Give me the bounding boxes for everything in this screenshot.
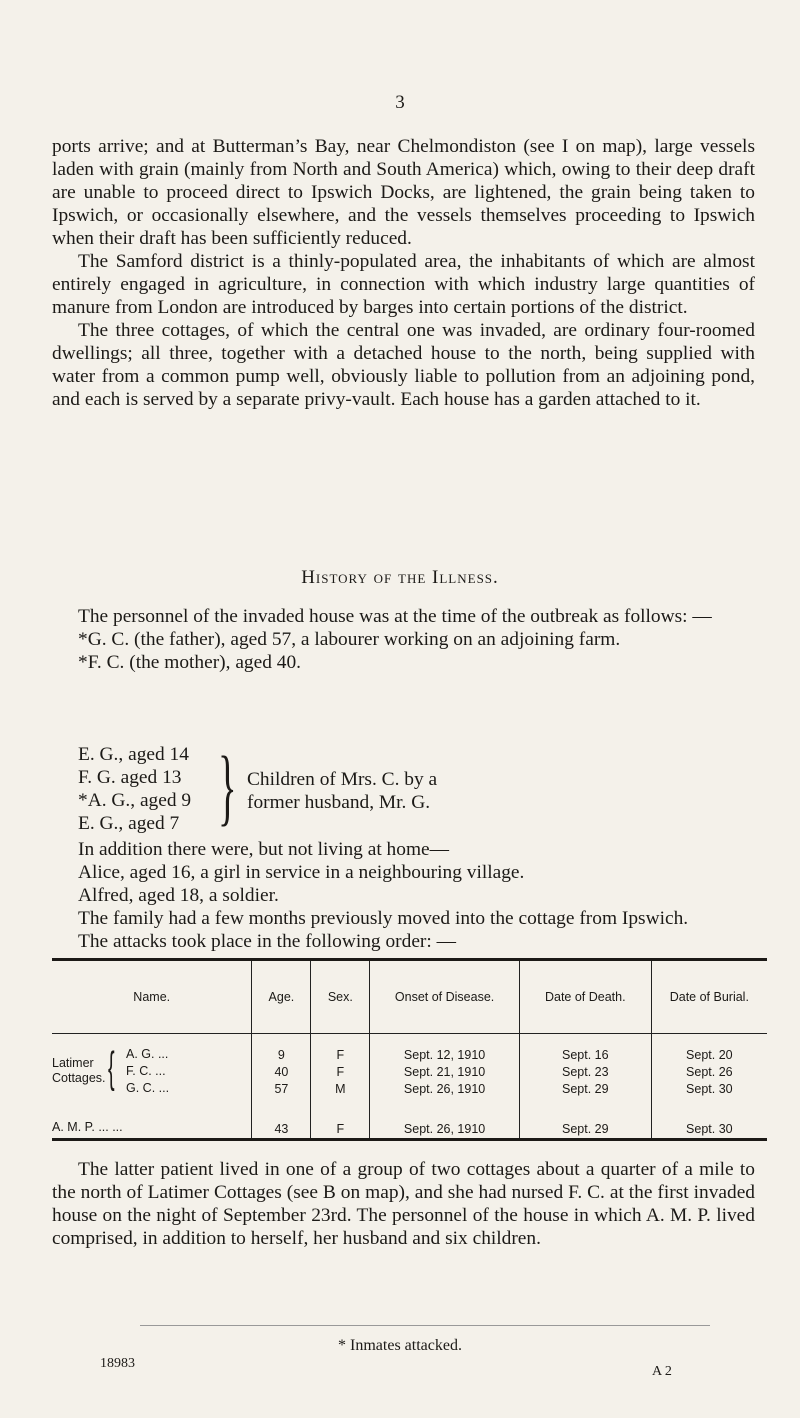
header-onset: Onset of Disease. — [370, 961, 520, 1034]
age-cell — [252, 1034, 311, 1140]
addition-section — [52, 838, 755, 953]
name-list — [126, 1046, 169, 1097]
print-code: 18983 — [100, 1356, 135, 1371]
sex-value: F — [336, 1065, 345, 1079]
onset-value: Sept. 21, 1910 — [403, 1065, 486, 1079]
death-value: Sept. 23 — [561, 1065, 609, 1079]
children-list — [78, 743, 191, 835]
burial-value: Sept. 26 — [686, 1065, 733, 1079]
death-value: Sept. 29 — [561, 1082, 609, 1096]
age-value: 43 — [274, 1122, 289, 1136]
addition-alice: Alice, aged 16, a girl in service in a neighbouring village. — [78, 862, 525, 883]
onset-value: Sept. 12, 1910 — [403, 1048, 486, 1062]
person-mother: *F. C. (the mother), aged 40. — [78, 652, 302, 673]
death-cell — [519, 1034, 651, 1140]
signature-mark: A 2 — [652, 1364, 672, 1379]
onset-cell — [370, 1034, 520, 1140]
footnote-divider — [140, 1325, 710, 1326]
sex-cell — [311, 1034, 370, 1140]
latimer-label-line-2: Cottages. — [52, 1071, 106, 1085]
child-1: E. G., aged 14 — [78, 744, 189, 765]
burial-value: Sept. 30 — [686, 1082, 733, 1096]
sex-value: M — [335, 1082, 346, 1096]
section-heading: History of the Illness. — [301, 567, 499, 588]
name-amp: A. M. P. ... ... — [52, 1120, 123, 1134]
person-father: *G. C. (the father), aged 57, a labourer working on an adjoining farm. — [78, 629, 621, 650]
family-moved: The family had a few months previously moved into the cottage from Ipswich. — [78, 908, 689, 929]
age-value: 40 — [274, 1065, 289, 1079]
table-header-row — [52, 961, 767, 1034]
name-brace: { — [108, 1043, 115, 1092]
attacks-table — [52, 961, 767, 1140]
burial-value: Sept. 20 — [686, 1048, 733, 1062]
personnel-section — [52, 605, 755, 674]
sex-value: F — [336, 1122, 345, 1136]
latimer-label — [52, 1056, 106, 1086]
closing-paragraph: The latter patient lived in one of a group of two cottages about a quarter of a mile to the north of Latimer Cottages (see B on map), and she had nursed F. C. at the first invaded house on the night of September 23rd. The personnel of the house in which A. M. P. lived comprised, in addition to herself, her husband and six children. — [52, 1159, 755, 1249]
onset-value: Sept. 26, 1910 — [403, 1122, 486, 1136]
burial-value: Sept. 30 — [686, 1122, 733, 1136]
latimer-label-line-1: Latimer — [52, 1056, 94, 1070]
age-value: 9 — [277, 1048, 285, 1062]
children-note-line-1: Children of Mrs. C. by a — [247, 769, 438, 790]
intro-paragraph — [52, 135, 755, 411]
age-value: 57 — [274, 1082, 289, 1096]
children-note-line-2: former husband, Mr. G. — [247, 792, 431, 813]
death-value: Sept. 16 — [561, 1048, 609, 1062]
child-3: *A. G., aged 9 — [78, 790, 192, 811]
addition-intro: In addition there were, but not living at home— — [78, 839, 450, 860]
personnel-intro: The personnel of the invaded house was at the time of the outbreak as follows: — — [78, 606, 712, 627]
header-death: Date of Death. — [519, 961, 651, 1034]
burial-cell — [651, 1034, 767, 1140]
child-2: F. G. aged 13 — [78, 767, 182, 788]
header-name: Name. — [52, 961, 252, 1034]
attacks-intro: The attacks took place in the following order: — — [78, 931, 457, 952]
child-4: E. G., aged 7 — [78, 813, 180, 834]
table-bottom-rule — [52, 1138, 767, 1141]
paragraph-samford: The Samford district is a thinly-populated area, the inhabitants of which are almost entirely engaged in agriculture, in connection with which industry large quantities of manure from London are introduced by barges into certain portions of the district. — [52, 251, 755, 318]
header-age: Age. — [252, 961, 311, 1034]
death-value: Sept. 29 — [561, 1122, 609, 1136]
footnote: * Inmates attacked. — [338, 1337, 462, 1354]
name-gc: G. C. ... — [126, 1081, 170, 1095]
paragraph-ports: ports arrive; and at Butterman’s Bay, near Chelmondiston (see I on map), large vessels laden with grain (mainly from North and South America) which, owing to their deep draft are unable to proceed direct to Ipswich Docks, are lightened, the grain being taken to Ipswich, or occasionally elsewhere, and the vessels themselves proceeding to Ipswich when their draft has been sufficiently reduced. — [52, 136, 755, 249]
header-sex: Sex. — [311, 961, 370, 1034]
paragraph-cottages: The three cottages, of which the central one was invaded, are ordinary four-roomed dwellings; all three, together with a detached house to the north, being supplied with water from a common pump well, obviously liable to pollution from an adjoining pond, and each is served by a separate privy-vault. Each house has a garden attached to it. — [52, 320, 755, 410]
name-ag: A. G. ... — [126, 1047, 169, 1061]
page-number: 3 — [395, 92, 405, 113]
table-row — [52, 1034, 767, 1140]
header-burial: Date of Burial. — [651, 961, 767, 1034]
name-cell — [52, 1034, 252, 1140]
closing-section — [52, 1158, 755, 1250]
sex-value: F — [336, 1048, 345, 1062]
children-brace: } — [218, 738, 237, 834]
children-note — [247, 768, 437, 814]
onset-value: Sept. 26, 1910 — [403, 1082, 486, 1096]
name-fc: F. C. ... — [126, 1064, 166, 1078]
addition-alfred: Alfred, aged 18, a soldier. — [78, 885, 279, 906]
